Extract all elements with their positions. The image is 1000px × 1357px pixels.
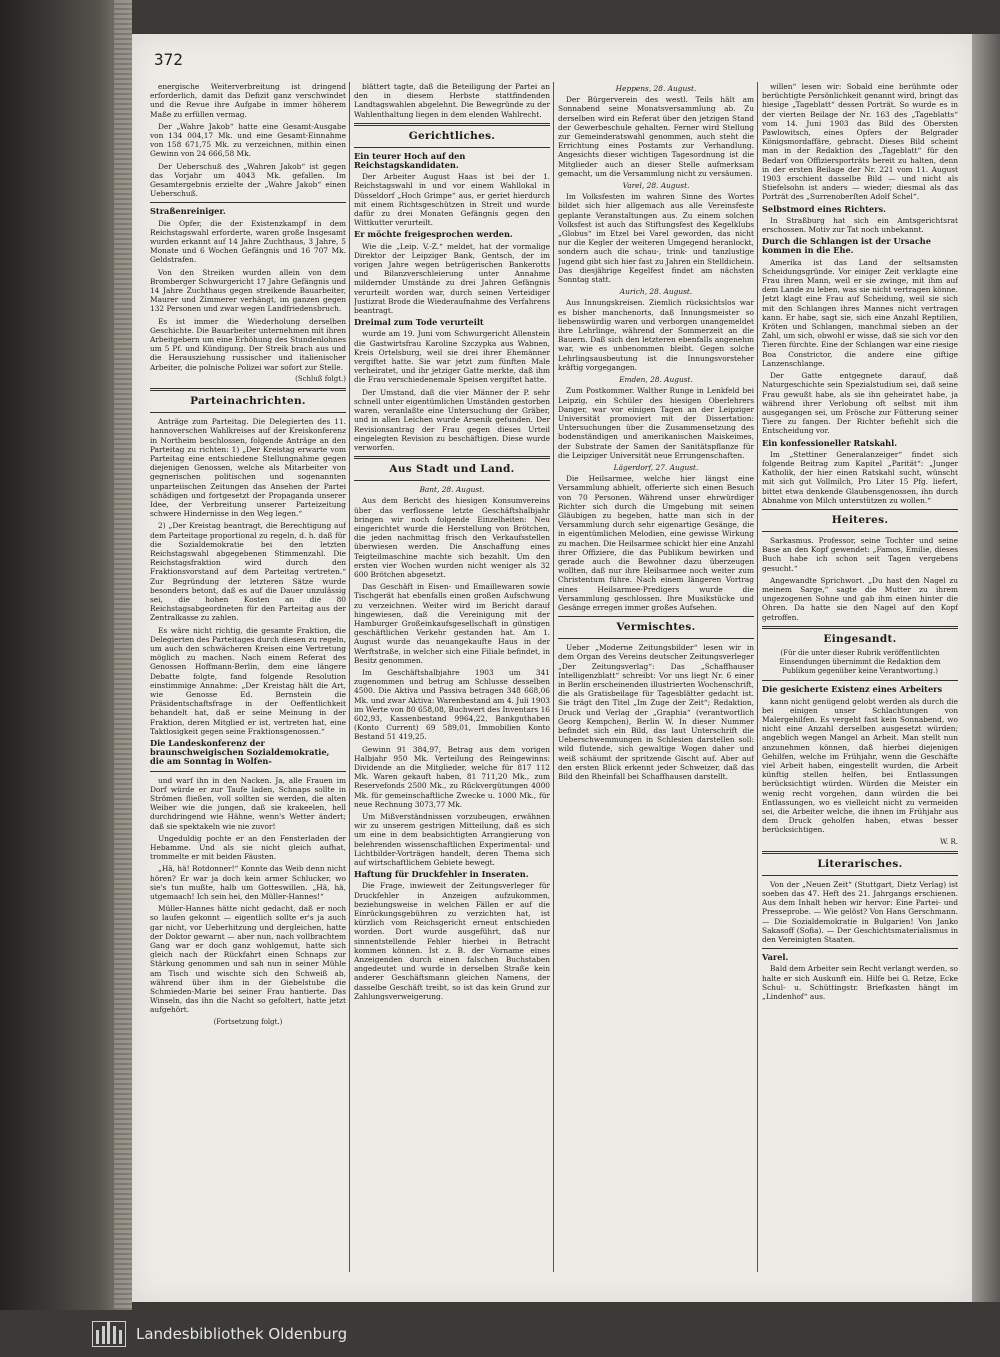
signature: W. R.: [940, 837, 958, 846]
divider: [762, 531, 958, 532]
column-rule: [757, 82, 758, 1272]
paragraph: Es ist immer die Wiederholung derselben Geschichte. Die Bauarbeiter unternehmen mit ihren Arbeitgebern um eine Erhöhung des Stundenlohnes um 5 Pf. und Kündigung. Der Streik brach aus und die Herausziehung russischer und italienischer Arbeiter, die polnische Polizei war sofort zur Stelle.: [150, 316, 346, 372]
paragraph: Ungeduldig pochte er an den Fensterladen der Hebamme. Und als sie nicht gleich aufhat, trommelte er mit beiden Fäusten.: [150, 833, 346, 862]
signature: (Fortsetzung folgt.): [213, 1017, 283, 1026]
article-title: Durch die Schlangen ist der Ursache kommen in die Ehe.: [762, 236, 931, 256]
section-heading: Aus Stadt und Land.: [389, 463, 515, 476]
paragraph: Das Geschäft in Eisen- und Emaillewaren sowie Tischgerät hat ebenfalls einen großen Aufschwung zu verzeichnen. Weiter wird im Bericht darauf hingewiesen, daß die Vereinigung mit der Hamburger Großeinkaufsgesellschaft in günstigen geschäftlichen Verkehr gestanden hat. Am 1. August wurde das neuangekaufte Haus in der Werftstraße, in welcher sich eine Filiale befindet, in Besitz genommen.: [354, 582, 550, 665]
section-heading: Heiteres.: [831, 513, 889, 526]
page-edge: [972, 34, 1000, 1302]
paragraph: Im Volksfesten im wahren Sinne des Wortes bildet sich hier allgemach aus alle Vereinsfeste geplante Veranstaltungen aus. Zu einem solchen Volksfest ist auch das Stiftungsfest des Kegelklubs „Globus“ im Etzel bei Varel geworden, das nicht nur die Kegler der weiteren Umgegend heranlockt, sondern auch die schau-, trink- und tanzlustige Jugend gibt sich hier fast zu Jahren ein Stelldichein. Das diesjährige Kegelfest findet am nächsten Sonntag statt.: [558, 192, 754, 285]
divider: [150, 202, 346, 203]
column-2: [354, 82, 550, 1286]
divider: [150, 412, 346, 413]
paragraph: Anträge zum Parteitag. Die Delegierten des 11. hannoverschen Wahlkreises auf der Kreiskonferenz in Northeim beschlossen, folgende Anträge an den Parteitag zu richten: 1) „Der Kreistag erwarte vom Parteitag eine entschiedene Stellungnahme gegen diejenigen Genossen, welche als Mitarbeiter von gegnerischen politischen und sogenannten unparteiischen Zeitungen das Ansehen der Partei schädigen und fortgesetzt der Propaganda unserer Idee, der Verbreitung unserer Parteizeitung schwere Hindernisse in den Weg legen.“: [150, 417, 346, 519]
page-number: 372: [154, 50, 183, 69]
paragraph: Im „Stettiner Generalanzeiger“ findet sich folgende Beitrag zum Kapitel „Parität“: „Junger Katholik, der hier einen Ratskahl sucht, wünscht mit sich gut Vollmilch, Pro Liter 15 Pfg. liefert, bittet etwa denkende Glaubensgenossen, ihn durch Abnahme von Milch unterstützen zu wollen.“: [762, 449, 958, 505]
dateline: Aurich, 28. August.: [619, 287, 693, 297]
paragraph: Der Umstand, daß die vier Männer der P. sehr schnell unter eigentümlichen Umständen gestorben waren, veranlaßte eine Untersuchung der Gräber, und in allen Leichen wurde Arsenik gefunden. Der Revisionsantrag der Frau gegen dieses Urteil eingelegten Revision zu beschäftigen. Diese wurde verworfen.: [354, 387, 550, 452]
dateline: Heppens, 28. August.: [615, 84, 697, 93]
paragraph: Von der „Neuen Zeit“ (Stuttgart, Dietz Verlag) ist soeben das 47. Heft des 21. Jahrgangs erschienen. Aus dem Inhalt heben wir hervor: Eine Partei- und Presseprobe. — Wie gelöst? Von Hans Gerschmann. — Die Sozialdemokratie in Bulgarien! Von Janko Sakasoff (Sofia). — Der Geschichtsmaterialismus in den Vereinigten Staaten.: [762, 879, 958, 945]
article-title: Die gesicherte Existenz eines Arbeiters: [762, 684, 943, 695]
column-1: [150, 82, 346, 1286]
paragraph: willen“ lesen wir: Sobald eine berühmte oder berüchtigte Persönlichkeit genannt wird, bringt das hiesige „Tageblatt“ dessen Porträt. So wurde es in der vierten Beilage der Nr. 163 des „Tageblatts“ vom 14. Juni 1903 das Bild des Obersten Pawlowitsch, eines Opfers der Belgrader Königsmordaffäre, gebracht. Dieses Bild scheint man in der Redaktion des „Tageblatt“ für den Bedarf von Offiziersporträts bereit zu halten, denn in der ersten Beilage der Nr. 221 vom 11. August 1903 erschient dasselbe Bild — und nicht als Stiefelsohn ist anders — wieder; diesmal als das Porträt des „Surrenoberſten Adolf Schel“.: [762, 82, 958, 202]
divider: [762, 948, 958, 949]
dateline: Lägerdorf, 27. August.: [613, 462, 699, 472]
article-title: Die Landeskonferenz der braunschweigischen Sozialdemokratie, die am Sonntag in Wolfen-: [150, 738, 330, 767]
dateline: Varel, 28. August.: [622, 181, 690, 191]
divider: [354, 147, 550, 148]
article-title: Straßenreiniger.: [150, 206, 226, 217]
paragraph: „Hä, hä! Rotdonner!“ Konnte das Weib denn nicht hören? Er war ja doch kein armer Schlucker, wo sie's tun mußte, halb um Gotteswillen. „Hä, hä, utgemaach! Ich sein hei, den Müller-Hannes!“: [150, 864, 346, 902]
article-title: Ein konfessioneller Ratskahl.: [762, 437, 898, 448]
paragraph: Der Gatte entgegnete darauf, daß Naturgeschichte sein Spezialstudium sei, daß seine Frau gewußt habe, als sie ihn geheiratet habe, ja während ihrer Verlobung oft selbst mit ihm ausgegangen sei, um Frösche zur Fütterung seiner Tiere zu fangen. Der Richter befiehlt sich die Entscheidung vor.: [762, 371, 958, 436]
paragraph: Es wäre nicht richtig, die gesamte Fraktion, die Delegierten des Parteitages durch diesen zu regeln, um auch den schwächeren Kreisen eine Vertretung möglich zu machen. Nach einem Referat des Genossen Hoffmann-Berlin, dem eine längere Debatte folgte, fand folgende Resolution einstimmige Annahme: „Der Kreistag hält die Art, wie Genosse Ed. Bernstein die Präsidentschaftsfrage in der Oeffentlichkeit behandelt hat, daß er seine Meinung in der Fraktion, deren Mitglied er ist, vertreten hat, eine Taktlosigkeit gegen seine Fraktionsgenossen.“: [150, 625, 346, 736]
divider: [354, 456, 550, 459]
paragraph: Sarkasmus. Professor, seine Tochter und seine Base an den Kopf gewendet: „Famos, Emilie, dieses Buch habe ich schon seit Tagen vergebens gesucht.“: [762, 535, 958, 573]
article-title: Er möchte freigesprochen werden.: [354, 229, 513, 240]
paragraph: Angewandte Sprichwort. „Du hast den Nagel zu meinem Sarge,“ sagte die Mutter zu ihrem ungezogenen Sohne und gab ihm einen hinter die Ohren. Da hatte sie den Nagel auf den Kopf getroffen.: [762, 575, 958, 622]
paragraph: kann nicht genügend gelobt werden als durch die bei einigen unser Schlachtungen von Malergehilfen. Es vergeht fast kein Sonnabend, wo nicht eine Anzahl derselben ausgesetzt würden; angeblich wegen Mangel an Arbeit. Man stellt nun anzunehmen können, daß hierbei diejenigen Gehilfen, welche im Frühjahr, wenn die Geschäfte viel Arbeit haben, eingestellt wurden, die Arbeit künftig stellen helfen, bei Entlassungen berücksichtigt würden. Würden die Meister ein wenig recht vorgehen, dann würden die bei Entlassungen, wo es vielleicht nicht zu vermeiden sei, die Arbeiter welche, die ihnen im Frühjahr aus dem Druck geholfen haben, etwas besser berücksichtigen.: [762, 696, 958, 835]
editorial-note: (Für die unter dieser Rubrik veröffentlichten Einsendungen übernimmt die Redaktion dem Publikum gegenüber keine Verantwortung.): [779, 648, 941, 676]
divider: [762, 680, 958, 681]
signature: (Schluß folgt.): [295, 374, 346, 383]
paragraph: Um Mißverständnissen vorzubeugen, erwähnen wir zu unserem gestrigen Mitteilung, daß es sich um eine in dem beabsichtigten Arrangierung von belehrenden wissenschaftlichen Experimental- und Lichtbilder-Vorträgen handelt, deren Thema sich auf wirtschaftlichem Gebiete bewegt.: [354, 812, 550, 868]
paragraph: Wie die „Leip. V.-Z.“ meldet, hat der vormalige Direktor der Leipziger Bank, Gentsch, der im vorigen Jahre wegen betrügerischen Bankerotts und Bilanzverschleierung unter Annahme mildernder Umstände zu drei Jahren Gefängnis verurteilt worden war, durch seinen Verteidiger Justizrat Brode die Wiederaufnahme des Verfahrens beantragt.: [354, 241, 550, 316]
paragraph: Aus dem Bericht des hiesigen Konsumvereins über das verflossene letzte Geschäftshalbjahr bringen wir noch folgende Einzelheiten: Neu eingerichtet wurde die Herstellung von Brötchen, die jeden nachmittag frisch den Verkaufsstellen überwiesen werden. Die Anschaffung eines Teigteilmaschine machte sich bezahlt. Um den ersten vier Wochen wurden nicht weniger als 32 600 Brötchen abgesetzt.: [354, 496, 550, 579]
paragraph: Zum Postkommer. Walther Runge in Lenkfeld bei Leipzig, ein Schüler des hiesigen Oberlehrers Danger, war vor einigen Tagen an der Leipziger Universität promoviert mit der Dissertation: Untersuchungen über die Zusammensetzung des bodenständigen und amerikanischen Maiskeimes, der Substrate der Samen der Sanitätspflanze für die Leipziger Universität neue Errungenschaften.: [558, 386, 754, 460]
paragraph: Die Heilsarmee, welche hier längst eine Versammlung abhielt, offerierte sich einen Besuch von 70 Personen. Während unser ehrwürdiger Richter sich durch die Umgebung mit seinen Gläubigen zu begeben, hatte man sich in der Versammlung durch sehr eigenartige Gesänge, die in eigentümlichen Melodien, eine gewisse Wirkung zu machen. Die Heilsarmee schickt hier eine Anzahl ihrer Offiziere, die das Publikum bewirken und gerade auch die Bewohner dazu überzeugen wollten, daß nur ihre Heilsarmee noch weiter zum Christentum führe. Nach einem längeren Vortrag eines Heilsarmee-Predigers wurde die Versammlung geschlossen. Ihre Musikstücke und Gesänge erregen immer großes Aufsehen.: [558, 474, 754, 612]
paragraph: Die Frage, inwieweit der Zeitungsverleger für Druckfehler in Anzeigen aufzukommen, beziehungsweise in welchen Fällen er auf die Einrückungsgebühren zu verzichten hat, ist kürzlich vom Reichsgericht erneut entschieden worden. Dort wurde ausgeführt, daß nur sinnentstellende Fehler hierbei in Betracht kommen können. Ist z. B. der Vorname eines Anzeigenden durch einen falschen Buchstaben angedeutet und wurde in derselben Straße kein anderer Geschäftsmann gleichen Namens, der dasselbe Geschäft treibt, so ist das kein Grund zur Zahlungsverweigerung.: [354, 881, 550, 1001]
divider: [558, 638, 754, 639]
paragraph: Der Arbeiter August Haas ist bei der 1. Reichstagswahl in und vor einem Wahllokal in Düsseldorf „Hoch Grimpe“ aus, er geriet hierdurch mit einem Richtsgeschützen in Streit und wurde dafür zu drei Monaten Gefängnis gegen den Wittkutter verurteilt.: [354, 172, 550, 228]
article-title: Dreimal zum Tode verurteilt: [354, 317, 484, 328]
paragraph: und warf ihn in den Nacken. Ja, alle Frauen im Dorf würde er zur Taufe laden, Schnaps sollte in Strömen fließen, voll sollten sie werden, die alten Weiber wie die jungen, daß sie krakeelen, hell durchdringend wie Hähne, wenn's Wetter ändert; daß sie spektakeln wie nie zuvor!: [150, 775, 346, 831]
divider: [762, 875, 958, 876]
section-heading: Eingesandt.: [823, 632, 897, 645]
paragraph: In Straßburg hat sich ein Amtsgerichtsrat erschossen. Motiv zur Tat noch unbekannt.: [762, 215, 958, 235]
column-3: [558, 82, 754, 1286]
library-logo-icon: [92, 1321, 126, 1347]
paragraph: Aus Innungskreisen. Ziemlich rücksichtslos war es bisher manchenorts, daß Innungsmeister so liebenswürdig waren und verborgen unangemeldet ihre Lehrlinge, während der Sommerzeit an die Bauern. Daß sich den letzteren ebenfalls angenehm war, wie es unbenommen bleibt. Gegen solche Lehrlingsausbeutung ist die Innungsvorsteher kräftig vorgegangen.: [558, 298, 754, 372]
column-4: [762, 82, 958, 1286]
divider: [762, 626, 958, 629]
divider: [150, 771, 346, 772]
binding-gutter: [114, 0, 132, 1310]
column-rule: [553, 82, 554, 1272]
book-binding: [0, 0, 132, 1310]
library-footer: [0, 1310, 1000, 1357]
column-rule: [349, 82, 350, 1272]
section-heading: Vermischtes.: [616, 621, 696, 634]
newspaper-page: [132, 34, 972, 1302]
paragraph: Müller-Hannes hätte nicht gedacht, daß er noch so laufen gekonnt — eigentlich sollte er's ja auch gar nicht, vor Ueberhitzung und dergleichen, hatte der Doktor gewarnt — aber nun, nach vollbrachtem Gang war er doch ganz wohlgemut, hatte sich gleich nach der Rückfahrt einen Schnaps zur Stärkung genommen und sah nun in seiner Mühle am Tisch und wischte sich den Schweiß ab, während über ihm in der Giebelstube die Schmieden-Marie bei seiner Frau hantierte. Das Winseln, das ihn die Nacht so gefoltert, hatte jetzt aufgehört.: [150, 904, 346, 1015]
dateline: Emden, 28. August.: [619, 375, 693, 385]
paragraph: Die Opfer, die der Existenzkampf in dem Reichstagswahl erforderte, waren große Insgesamt wurden erkannt auf 14 Jahre Zuchthaus, 3 Jahre, 5 Monate und 6 Wochen Gefängnis und 16 707 Mk. Geldstrafen.: [150, 218, 346, 265]
paragraph: Der Bürgerverein des westl. Teils hält am Sonnabend seine Monatsversammlung ab. Zu derselben wird ein Referat über den jetzigen Stand der Gewerbeschule gehalten. Ferner wird Stellung zur Gemeinderatswahl genommen, auch steht die Errichtung eines Postamts zur Verhandlung. Angesichts dieser wichtigen Tagesordnung ist die Mitglieder auch an dieser Stelle aufmerksam gemacht, um die Versammlung nicht zu versäumen.: [558, 95, 754, 178]
paragraph: Gewinn 91 384,97, Betrag aus dem vorigen Halbjahr 950 Mk. Verteilung des Reingewinns: Dividende an die Mitglieder, welche für 817 112 Mk. Waren gekauft haben, 81 711,20 Mk., zum Reservefonds 2500 Mk., zu Rückvergütungen 4000 Mk. für gemeinschaftliche Zwecke u. 1000 Mk., für neue Rechnung 3073,77 Mk.: [354, 744, 550, 809]
dateline: Bant, 28. August.: [419, 485, 485, 495]
article-title: Selbstmord eines Richters.: [762, 203, 886, 214]
article-title: Haftung für Druckfehler in Inseraten.: [354, 869, 529, 880]
paragraph: energische Weiterverbreitung ist dringend erforderlich, damit das Defizit ganz verschwindet und die Revue ihre Aufgabe in immer höherem Maße zu erfüllen vermag.: [150, 82, 346, 119]
section-heading: Literarisches.: [817, 857, 903, 870]
divider: [558, 616, 754, 617]
section-heading: Gerichtliches.: [408, 129, 496, 142]
paragraph: 2) „Der Kreistag beantragt, die Berechtigung auf dem Parteitage proportional zu regeln, d. h. daß für die Sozialdemokratie bei den letzten Reichstagswahl abgegebenen Stimmenzahl. Die Reichstagsfraktion wird durch den Fraktionsvorstand auf dem Parteitag vertreten.“ Zur Begründung der letzteren Sätze wurde besonders betont, daß es auf die Dauer unzulässig sei, die hohen Kosten an die 80 Reichstagsabgeordneten für den Parteitag aus der Zentralkasse zu zahlen.: [150, 521, 346, 623]
paragraph: wurde am 19. Juni vom Schwurgericht Allenstein die Gastwirtsfrau Karoline Szczypka aus Wabnen, Kreis Ortelsburg, weil sie drei ihrer Ehemänner vergiftet hatte. Sie war jetzt zum fünften Male verheiratet, und ihr jetziger Gatte merkte, daß ihm die Frau verschiedenemale Speisen vergiftet hatte.: [354, 329, 550, 385]
divider: [762, 851, 958, 854]
divider: [762, 509, 958, 510]
advertisement-title: Varel.: [762, 952, 789, 963]
paragraph: Von den Streiken wurden allein von dem Bromberger Schwurgericht 17 Jahre Gefängnis und 14 Jahre Zuchthaus gegen streikende Bauarbeiter, Maurer und Zimmerer verhängt, im ganzen gegen 132 Personen und zwar wegen Landfriedensbruch.: [150, 267, 346, 314]
section-heading: Parteinachrichten.: [190, 395, 306, 408]
paragraph: Amerika ist das Land der seltsamsten Scheidungsgründe. Vor einiger Zeit verklagte eine Frau ihren Mann, weil er sie zwinge, mit ihm auf dem Lande zu leben, was sie nicht vertragen könne. Jetzt klagt eine Frau auf Scheidung, weil sie sich mit den Schlangen ihres Mannes nicht vertragen kann. Er habe, sagt sie, sich eine Anzahl Reptilien, Kröten und Schlangen, manchmal sieben an der Zahl, um sich, obwohl er wisse, daß sie sich vor den Tieren fürchte. Eine der Schlangen war eine riesige Boa Constrictor, die andere eine giftige Lanzenschlange.: [762, 257, 958, 368]
advertisement-text: Bald dem Arbeiter sein Recht verlangt werden, so halte er sich Auskunft ein. Hilfe bei G. Retze, Ecke Schul- u. Schüttingstr. Briefkasten hängt im „Lindenhof“ aus.: [762, 964, 958, 1002]
paragraph: Der „Wahre Jakob“ hatte eine Gesamt-Ausgabe von 134 004,17 Mk. und eine Gesamt-Einnahme von 158 671,75 Mk. zu verzeichnen, mithin einen Gewinn von 24 666,58 Mk.: [150, 121, 346, 159]
paragraph: Im Geschäftshalbjahre 1903 um 341 zugenommen und betrug am Schlusse desselben 4500. Die Aktiva und Passiva betragen 348 668,06 Mk. und zwar Aktiva: Warenbestand am 4. Juli 1903 im Werte von 80 658,08, Buchwert des Inventars 16 602,93, Kassenbestand 9964,22, Bankguthaben (Konto Current) 69 589,01, Immobilien Konto Bestand 51 419,25.: [354, 667, 550, 742]
paragraph: blättert tagte, daß die Beteiligung der Partei an den in diesem Herbste stattfindenden Landtagswahlen abgelehnt. Die Bewegründe zu der Wahlenthaltung liegen in dem elenden Wahlrecht.: [354, 82, 550, 119]
divider: [354, 123, 550, 126]
paragraph: Ueber „Moderne Zeitungsbilder“ lesen wir in dem Organ des Vereins deutscher Zeitungsverleger „Der Zeitungsverlag“: Das „Schaffhauser Intelligenzblatt“ schreibt: Vor uns liegt Nr. 6 einer in Berlin erscheinenden illustrierten Wochenschrift, die als Gratisbeilage für Tagesblätter gedacht ist. Sie trägt den Titel „Im Zuge der Zeit“; Redaktion, Druck und Verlag der „Graphia“ (verantwortlich Georg Kempchen), Berlin W. In dieser Nummer befindet sich ein Bild, das laut Unterschrift die Ueberschwemmungen in Schlesien darstellen soll: wild flutende, sich gewaltige Wogen daher und weiß schäumt der spritzende Gischt auf. Aber auf den ersten Blick erkennt jeder Schweizer, daß das Bild den Rheinfall bei Schaffhausen darstellt.: [558, 643, 754, 782]
library-name: Landesbibliothek Oldenburg: [136, 1324, 348, 1343]
paragraph: Der Ueberschuß des „Wahren Jakob“ ist gegen das Vorjahr um 4043 Mk. gefallen. Im Gesamtergebnis erzielte der „Wahre Jakob“ einen Ueberschuß.: [150, 161, 346, 199]
divider: [354, 480, 550, 481]
article-title: Ein teurer Hoch auf den Reichstagskandidaten.: [354, 150, 466, 171]
divider: [150, 388, 346, 391]
